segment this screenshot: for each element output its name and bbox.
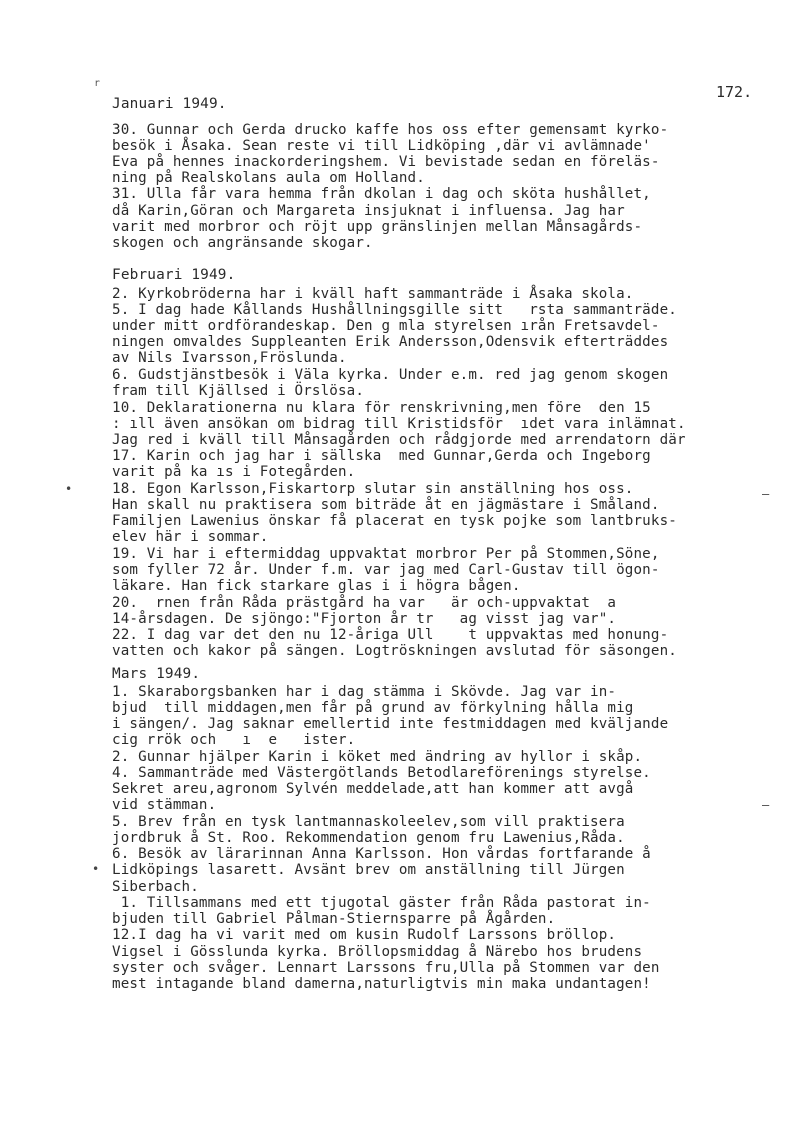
text-line: 4. Sammanträde med Västergötlands Betodlareförenings styrelse. bbox=[112, 765, 651, 781]
text-line: jordbruk å St. Roo. Rekommendation genom fru Lawenius,Råda. bbox=[112, 830, 625, 846]
text-line: mest intagande bland damerna,naturligtvis min maka undantagen! bbox=[112, 976, 651, 992]
text-line: varit på ka ıs i Fotegården. bbox=[112, 464, 356, 480]
text-line: vid stämman. bbox=[112, 797, 217, 813]
text-line: cig rrök och ı e ister. bbox=[112, 732, 356, 748]
text-line: ningen omvaldes Suppleanten Erik Andersson,Odensvik efterträddes bbox=[112, 334, 669, 350]
margin-tick: r bbox=[94, 78, 101, 89]
text-line: under mitt ordförandeskap. Den g mla styrelsen ırån Fretsavdel- bbox=[112, 318, 660, 334]
text-line: Siberbach. bbox=[112, 879, 199, 895]
text-line: Familjen Lawenius önskar få placerat en tysk pojke som lantbruks- bbox=[112, 513, 677, 529]
margin-dot: • bbox=[92, 862, 100, 876]
text-line: 14-årsdagen. De sjöngo:"Fjorton år tr ag visst jag var". bbox=[112, 611, 617, 627]
text-line: bjuden till Gabriel Pålman-Stiernsparre på Ågården. bbox=[112, 911, 556, 927]
text-line: 17. Karin och jag har i sällska med Gunnar,Gerda och Ingeborg bbox=[112, 448, 651, 464]
margin-dash: – bbox=[762, 487, 770, 501]
text-line: bjud till middagen,men får på grund av förkylning hålla mig bbox=[112, 700, 634, 716]
text-line: 31. Ulla får vara hemma från dkolan i dag och sköta hushållet, bbox=[112, 186, 651, 202]
text-line: ning på Realskolans aula om Holland. bbox=[112, 170, 425, 186]
text-line: 1. Skaraborgsbanken har i dag stämma i Skövde. Jag var in- bbox=[112, 684, 617, 700]
text-line: Jag red i kväll till Månsagården och rådgjorde med arrendatorn där bbox=[112, 432, 686, 448]
text-line: vatten och kakor på sängen. Logtröskningen avslutad för säsongen. bbox=[112, 643, 677, 659]
page-number: 172. bbox=[716, 83, 753, 101]
text-line: Lidköpings lasarett. Avsänt brev om anställning till Jürgen bbox=[112, 862, 625, 878]
text-line: varit med morbror och röjt upp gränslinjen mellan Månsagårds- bbox=[112, 219, 643, 235]
text-line: av Nils Ivarsson,Fröslunda. bbox=[112, 350, 347, 366]
text-line: 1. Tillsammans med ett tjugotal gäster från Råda pastorat in- bbox=[112, 895, 651, 911]
text-line: Sekret areu,agronom Sylvén meddelade,att han kommer att avgå bbox=[112, 781, 634, 797]
text-line: 12.I dag ha vi varit med om kusin Rudolf Larssons bröllop. bbox=[112, 927, 617, 943]
text-line: fram till Kjällsed i Örslösa. bbox=[112, 383, 365, 399]
text-line: 5. Brev från en tysk lantmannaskoleelev,som vill praktisera bbox=[112, 814, 625, 830]
text-line: syster och svåger. Lennart Larssons fru,Ulla på Stommen var den bbox=[112, 960, 660, 976]
text-line: : ıll även ansökan om bidrag till Kristidsför ıdet vara inlämnat. bbox=[112, 416, 686, 432]
text-line: Eva på hennes inackorderingshem. Vi bevistade sedan en föreläs- bbox=[112, 154, 660, 170]
text-line: 2. Gunnar hjälper Karin i köket med ändring av hyllor i skåp. bbox=[112, 749, 643, 765]
text-line: 18. Egon Karlsson,Fiskartorp slutar sin anställning hos oss. bbox=[112, 481, 634, 497]
text-line: 10. Deklarationerna nu klara för renskrivning,men före den 15 bbox=[112, 400, 651, 416]
text-line: 22. I dag var det den nu 12-åriga Ull t uppvaktas med honung- bbox=[112, 627, 669, 643]
text-line: i sängen/. Jag saknar emellertid inte festmiddagen med kväljande bbox=[112, 716, 669, 732]
text-line: läkare. Han fick starkare glas i i högra bågen. bbox=[112, 578, 521, 594]
text-line: Vigsel i Gösslunda kyrka. Bröllopsmiddag å Närebo hos brudens bbox=[112, 944, 643, 960]
text-line: elev här i sommar. bbox=[112, 529, 269, 545]
text-line: 2. Kyrkobröderna har i kväll haft sammanträde i Åsaka skola. bbox=[112, 286, 634, 302]
text-line: 6. Gudstjänstbesök i Väla kyrka. Under e.m. red jag genom skogen bbox=[112, 367, 669, 383]
text-line: 20. rnen från Råda prästgård ha var är och-uppvaktat a bbox=[112, 595, 617, 611]
text-line: besök i Åsaka. Sean reste vi till Lidköping ,där vi avlämnade' bbox=[112, 138, 651, 154]
text-line: 6. Besök av lärarinnan Anna Karlsson. Hon vårdas fortfarande å bbox=[112, 846, 651, 862]
text-line: Han skall nu praktisera som biträde åt en jägmästare i Småland. bbox=[112, 497, 660, 513]
text-line: 19. Vi har i eftermiddag uppvaktat morbror Per på Stommen,Söne, bbox=[112, 546, 660, 562]
text-line: som fyller 72 år. Under f.m. var jag med Carl-Gustav till ögon- bbox=[112, 562, 660, 578]
section-heading-february: Februari 1949. bbox=[112, 267, 236, 283]
section-heading-march: Mars 1949. bbox=[112, 666, 201, 682]
text-line: då Karin,Göran och Margareta insjuknat i influensa. Jag har bbox=[112, 203, 625, 219]
margin-dash: – bbox=[762, 798, 770, 812]
text-line: 5. I dag hade Kållands Hushållningsgille sitt rsta sammanträde. bbox=[112, 302, 677, 318]
text-line: 30. Gunnar och Gerda drucko kaffe hos oss efter gemensamt kyrko- bbox=[112, 122, 669, 138]
margin-dot: • bbox=[65, 482, 73, 496]
text-line: skogen och angränsande skogar. bbox=[112, 235, 373, 251]
section-heading-january: Januari 1949. bbox=[112, 96, 227, 112]
